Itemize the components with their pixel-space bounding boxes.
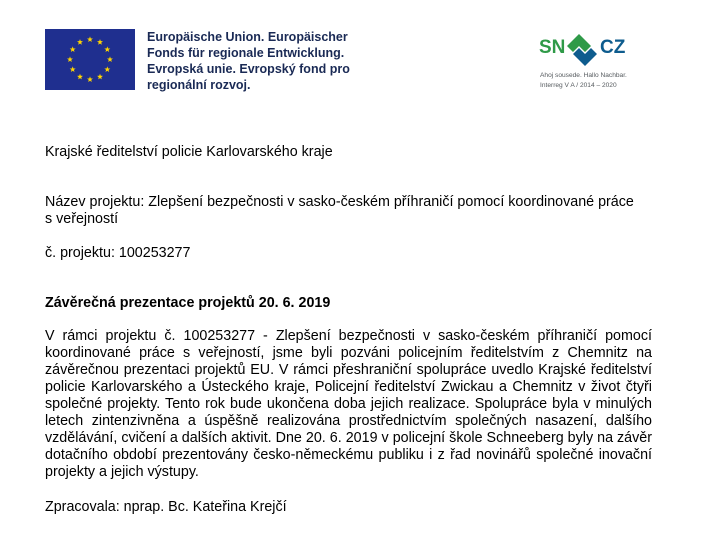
sncz-tagline-2: Interreg V A / 2014 – 2020 — [540, 82, 617, 89]
sncz-left-text: SN — [539, 37, 566, 58]
organization-name: Krajské ředitelství policie Karlovarského kraje — [45, 144, 333, 160]
eu-text-line-4: regionální rozvoj. — [147, 78, 251, 92]
eu-flag-logo — [45, 29, 135, 90]
project-name-line-2: s veřejností — [45, 211, 119, 227]
eu-text-line-2: Fonds für regionale Entwicklung. — [147, 46, 345, 60]
eu-text-line-1: Europäische Union. Europäischer — [147, 30, 348, 44]
project-number: č. projektu: 100253277 — [45, 245, 191, 261]
sncz-tagline-1: Ahoj sousede. Hallo Nachbar. — [540, 72, 627, 79]
sncz-tagline — [540, 71, 660, 91]
project-name-line-1: Název projektu: Zlepšení bezpečnosti v sasko-českém příhraničí pomocí koordinované práce — [45, 194, 634, 210]
sncz-right-text: CZ — [600, 37, 626, 58]
document-heading: Závěrečná prezentace projektů 20. 6. 2019 — [45, 295, 331, 311]
eu-stars-icon — [45, 29, 135, 90]
report-paragraph: V rámci projektu č. 100253277 - Zlepšení bezpečnosti v sasko-českém příhraničí pomocí koordinované práce s veřejností, jsme byli pozváni policejním ředitelstvím z Chemnitz na závěrečnou prezentaci projektů EU. V rámci přeshraniční spolupráce uvedlo Krajské ředitelství policie Karlovarského a Ústeckého kraje, Policejní ředitelství Zwickau a Chemnitz v život čtyři společné projekty. Tento rok bude ukončena doba jejich realizace. Spolupráce byla v minulých letech zintenzivněna a úspěšně realizována prostřednictvím společných nasazení, dalšího vzdělávání, cvičení a dalších aktivit. Dne 20. 6. 2019 v policejní škole Schneeberg byly na závěr dotačního období prezentovány česko-německému publiku i z řad novinářů společné inovační projekty a jejich výstupy. — [45, 328, 652, 480]
eu-text-line-3: Evropská unie. Evropský fond pro — [147, 62, 350, 76]
eu-funding-text — [147, 29, 377, 93]
sncz-interreg-logo — [537, 28, 647, 98]
author-line: Zpracovala: nprap. Bc. Kateřina Krejčí — [45, 499, 287, 515]
sncz-logo-icon — [537, 28, 647, 70]
